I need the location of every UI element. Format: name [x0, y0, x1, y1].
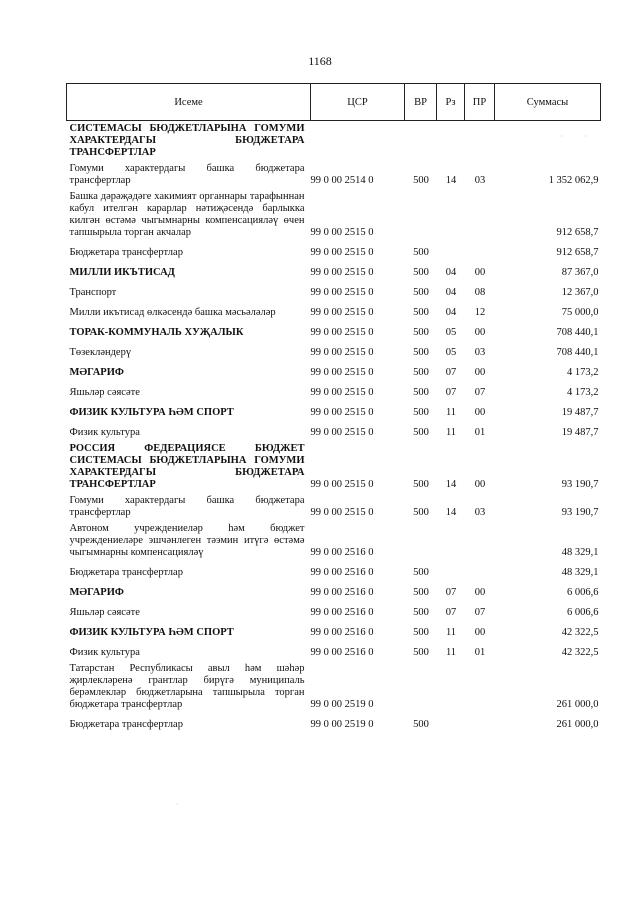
- row-name: Автоном учреждениеләр һәм бюджет учреждениеләре эшчәнлеген тәэмин итүгә өстәмә чыгымнарны компенсацияләү: [69, 523, 305, 558]
- row-rz: 14: [445, 479, 457, 490]
- table-row: [67, 401, 601, 421]
- row-csr: 99 0 00 2519 0: [310, 719, 374, 730]
- row-csr: 99 0 00 2515 0: [310, 287, 374, 298]
- row-sum: 75 000,0: [561, 307, 599, 318]
- row-name: Транспорт: [69, 287, 117, 298]
- table-header-row: [67, 84, 601, 121]
- row-pr: [465, 561, 495, 581]
- row-vr: 500: [413, 427, 429, 438]
- row-csr: 99 0 00 2516 0: [310, 547, 374, 558]
- row-csr: 99 0 00 2516 0: [310, 607, 374, 618]
- row-pr: 00: [474, 407, 486, 418]
- row-name: Яшьләр сәясәте: [69, 607, 140, 618]
- row-pr: 03: [474, 347, 486, 358]
- row-rz: 11: [445, 647, 457, 658]
- budget-table: [66, 83, 601, 733]
- row-name: МИЛЛИ ИКЪТИСАД: [69, 267, 175, 278]
- table-row: [67, 161, 601, 189]
- row-pr: [465, 521, 495, 561]
- table-row: [67, 261, 601, 281]
- row-name: МӘГАРИФ: [69, 367, 124, 378]
- row-csr: 99 0 00 2515 0: [310, 367, 374, 378]
- row-name: Физик культура: [69, 647, 140, 658]
- row-vr: 500: [413, 367, 429, 378]
- row-pr: 01: [474, 427, 486, 438]
- row-vr: 500: [413, 507, 429, 518]
- row-pr: 03: [474, 507, 486, 518]
- row-vr: 500: [413, 327, 429, 338]
- row-pr: [465, 661, 495, 713]
- row-sum: 912 658,7: [556, 227, 599, 238]
- row-csr: 99 0 00 2515 0: [310, 307, 374, 318]
- row-vr: [405, 189, 437, 241]
- row-rz: 04: [445, 287, 457, 298]
- header-sum: Суммасы: [495, 84, 601, 121]
- header-vr: ВР: [405, 84, 437, 121]
- table-row: [67, 581, 601, 601]
- row-sum: 261 000,0: [556, 719, 599, 730]
- row-name: Гомуми характердагы башка бюджетара трансфертлар: [69, 163, 305, 186]
- row-vr: 500: [413, 567, 429, 578]
- row-name: Гомуми характердагы башка бюджетара трансфертлар: [69, 495, 305, 518]
- row-pr: 00: [474, 587, 486, 598]
- table-row: [67, 361, 601, 381]
- row-rz: [437, 521, 465, 561]
- row-name: ТОРАК-КОММУНАЛЬ ХУҖАЛЫК: [69, 327, 244, 338]
- row-sum: 6 006,6: [567, 607, 599, 618]
- table-row: [67, 713, 601, 733]
- table-row: [67, 241, 601, 261]
- row-pr: 00: [474, 367, 486, 378]
- row-name: ФИЗИК КУЛЬТУРА ҺӘМ СПОРТ: [69, 407, 234, 418]
- row-pr: 07: [474, 607, 486, 618]
- row-pr: 01: [474, 647, 486, 658]
- row-csr: 99 0 00 2516 0: [310, 587, 374, 598]
- row-sum: 1 352 062,9: [548, 175, 599, 186]
- row-name: Бюджетара трансфертлар: [69, 567, 183, 578]
- row-csr: 99 0 00 2515 0: [310, 267, 374, 278]
- row-vr: 500: [413, 307, 429, 318]
- table-row: [67, 381, 601, 401]
- row-rz: 11: [445, 407, 457, 418]
- row-rz: 05: [445, 347, 457, 358]
- row-sum: 708 440,1: [556, 327, 599, 338]
- row-csr: 99 0 00 2515 0: [310, 327, 374, 338]
- row-csr: 99 0 00 2515 0: [310, 507, 374, 518]
- row-sum: 4 173,2: [567, 387, 599, 398]
- row-rz: 07: [445, 387, 457, 398]
- table-row: [67, 493, 601, 521]
- row-rz: 04: [445, 267, 457, 278]
- row-name: МӘГАРИФ: [69, 587, 124, 598]
- row-vr: 500: [413, 719, 429, 730]
- row-rz: [437, 189, 465, 241]
- row-csr: 99 0 00 2515 0: [310, 427, 374, 438]
- row-csr: 99 0 00 2516 0: [310, 647, 374, 658]
- table-row: [67, 321, 601, 341]
- row-rz: 11: [445, 627, 457, 638]
- row-sum: 6 006,6: [567, 587, 599, 598]
- table-row: [67, 641, 601, 661]
- row-csr: 99 0 00 2516 0: [310, 567, 374, 578]
- row-rz: [437, 661, 465, 713]
- row-sum: 12 367,0: [561, 287, 599, 298]
- row-pr: 12: [474, 307, 486, 318]
- row-vr: 500: [413, 267, 429, 278]
- table-row: [67, 341, 601, 361]
- table-row: [67, 601, 601, 621]
- header-rz: Рз: [437, 84, 465, 121]
- row-rz: 07: [445, 367, 457, 378]
- table-row: [67, 301, 601, 321]
- row-rz: 04: [445, 307, 457, 318]
- header-name: Исеме: [67, 84, 311, 121]
- row-vr: [405, 521, 437, 561]
- row-rz: 14: [445, 507, 457, 518]
- row-sum: 93 190,7: [561, 507, 599, 518]
- row-vr: [405, 121, 437, 162]
- row-vr: 500: [413, 587, 429, 598]
- header-csr: ЦСР: [311, 84, 405, 121]
- table-row: [67, 281, 601, 301]
- row-csr: 99 0 00 2515 0: [310, 479, 374, 490]
- table-row: [67, 621, 601, 641]
- page-number: 1168: [308, 54, 332, 68]
- row-sum: 48 329,1: [561, 567, 599, 578]
- table-row: [67, 521, 601, 561]
- row-vr: 500: [413, 627, 429, 638]
- row-name: Бюджетара трансфертлар: [69, 247, 183, 258]
- row-sum: 42 322,5: [561, 627, 599, 638]
- row-pr: 07: [474, 387, 486, 398]
- table-row: [67, 441, 601, 493]
- row-name: РОССИЯ ФЕДЕРАЦИЯСЕ БЮДЖЕТ СИСТЕМАСЫ БЮДЖЕТЛАРЫНА ГОМУМИ ХАРАКТЕРДАГЫ БЮДЖЕТАРА ТРАНСФЕРТЛАР: [69, 443, 305, 490]
- row-rz: 07: [445, 607, 457, 618]
- row-sum: 708 440,1: [556, 347, 599, 358]
- row-sum: 912 658,7: [556, 247, 599, 258]
- scan-speck: ·: [560, 132, 563, 141]
- row-rz: 14: [445, 175, 457, 186]
- scan-speck: ·: [176, 800, 179, 809]
- row-csr: 99 0 00 2515 0: [310, 407, 374, 418]
- row-vr: 500: [413, 607, 429, 618]
- table-row: [67, 561, 601, 581]
- row-csr: 99 0 00 2514 0: [310, 175, 374, 186]
- row-pr: 00: [474, 479, 486, 490]
- row-name: Яшьләр сәясәте: [69, 387, 140, 398]
- row-name: Башка дәрәҗәдәге хакимият органнары тарафыннан кабул ителгән карарлар нәтиҗәсендә барлыкка килгән өстәмә чыгымнарны компенсацияләү өчен тапшырыла торган акчалар: [69, 191, 305, 238]
- row-csr: [311, 121, 405, 162]
- row-csr: 99 0 00 2515 0: [310, 227, 374, 238]
- row-sum: 4 173,2: [567, 367, 599, 378]
- row-sum: 261 000,0: [556, 699, 599, 710]
- row-csr: 99 0 00 2515 0: [310, 247, 374, 258]
- row-sum: 93 190,7: [561, 479, 599, 490]
- row-vr: 500: [413, 175, 429, 186]
- table-row: [67, 121, 601, 162]
- row-rz: 07: [445, 587, 457, 598]
- row-rz: [437, 121, 465, 162]
- row-pr: [465, 121, 495, 162]
- row-name: Татарстан Республикасы авыл һәм шәһәр җирлекләренә грантлар бирүгә муниципаль берәмлекләр бюджетларына тапшырыла торган бюджетара трансфертлар: [69, 663, 305, 710]
- row-rz: [437, 561, 465, 581]
- row-sum: 48 329,1: [561, 547, 599, 558]
- row-pr: [465, 241, 495, 261]
- row-csr: 99 0 00 2519 0: [310, 699, 374, 710]
- row-rz: [437, 241, 465, 261]
- row-pr: 00: [474, 327, 486, 338]
- row-sum: 42 322,5: [561, 647, 599, 658]
- row-csr: 99 0 00 2515 0: [310, 387, 374, 398]
- row-vr: 500: [413, 407, 429, 418]
- row-pr: [465, 713, 495, 733]
- row-csr: 99 0 00 2515 0: [310, 347, 374, 358]
- row-vr: 500: [413, 347, 429, 358]
- row-csr: 99 0 00 2516 0: [310, 627, 374, 638]
- row-pr: 03: [474, 175, 486, 186]
- row-vr: 500: [413, 387, 429, 398]
- row-rz: [437, 713, 465, 733]
- row-name: Милли икътисад өлкәсендә башка мәсьәләләр: [69, 307, 276, 318]
- row-name: СИСТЕМАСЫ БЮДЖЕТЛАРЫНА ГОМУМИ ХАРАКТЕРДАГЫ БЮДЖЕТАРА ТРАНСФЕРТЛАР: [69, 123, 305, 158]
- row-vr: 500: [413, 287, 429, 298]
- row-vr: 500: [413, 479, 429, 490]
- row-vr: 500: [413, 647, 429, 658]
- row-name: Физик культура: [69, 427, 140, 438]
- row-name: Бюджетара трансфертлар: [69, 719, 183, 730]
- scan-speck: ·: [584, 132, 587, 141]
- row-sum: 19 487,7: [561, 427, 599, 438]
- header-pr: ПР: [465, 84, 495, 121]
- row-sum: 19 487,7: [561, 407, 599, 418]
- row-rz: 11: [445, 427, 457, 438]
- row-sum: 87 367,0: [561, 267, 599, 278]
- row-vr: 500: [413, 247, 429, 258]
- table-body: [67, 121, 601, 734]
- row-pr: [465, 189, 495, 241]
- table-row: [67, 189, 601, 241]
- row-name: Төзекләндерү: [69, 347, 132, 358]
- row-pr: 00: [474, 627, 486, 638]
- row-pr: 00: [474, 267, 486, 278]
- row-name: ФИЗИК КУЛЬТУРА ҺӘМ СПОРТ: [69, 627, 234, 638]
- row-pr: 08: [474, 287, 486, 298]
- row-vr: [405, 661, 437, 713]
- table-row: [67, 421, 601, 441]
- table-row: [67, 661, 601, 713]
- row-rz: 05: [445, 327, 457, 338]
